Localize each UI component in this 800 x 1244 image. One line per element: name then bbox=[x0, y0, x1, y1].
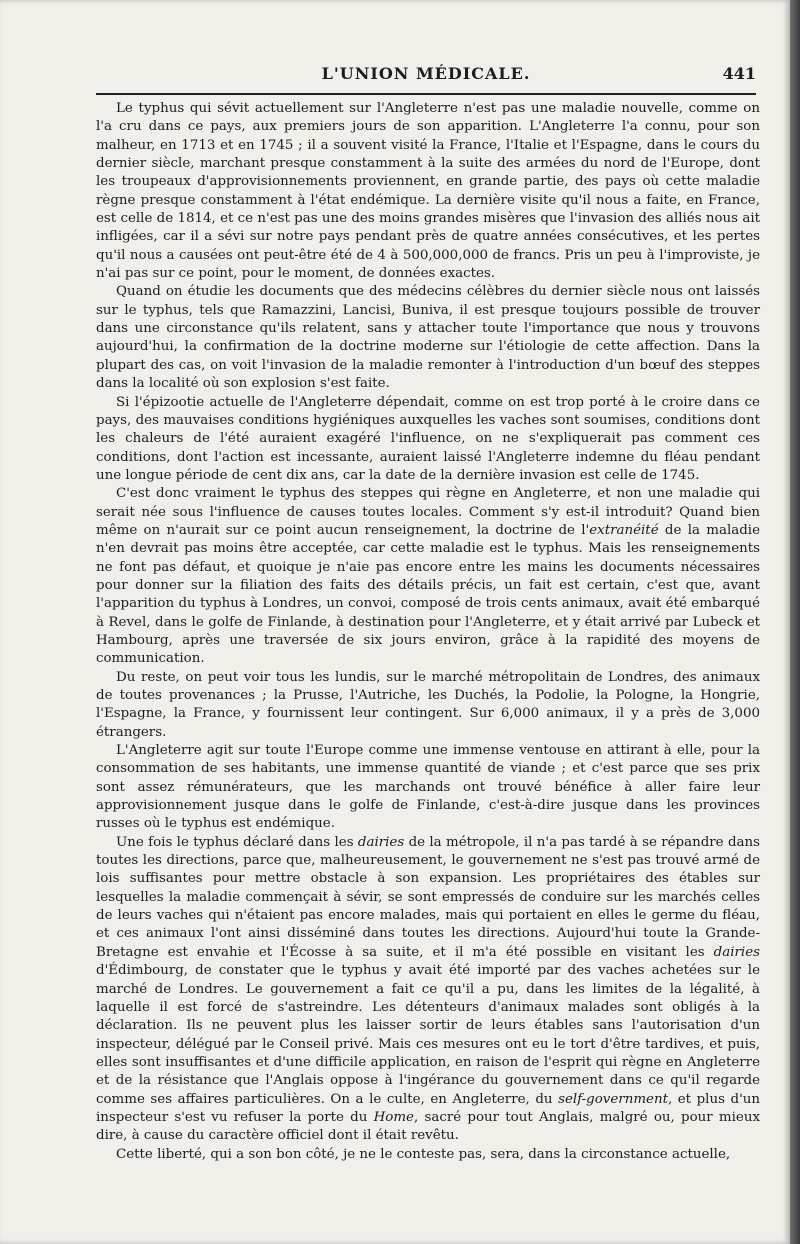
running-header bbox=[96, 60, 756, 90]
italic-term: Home bbox=[373, 1109, 414, 1125]
italic-term: dairies bbox=[357, 834, 405, 850]
italic-term: dairies bbox=[713, 944, 760, 960]
paragraph-2: Quand on étudie les documents que des médecins célèbres du dernier siècle nous ont laissés sur le typhus, tels que Ramazzini, Lancisi, Buniva, il est presque toujours possible de trouver dans une circonstance qu'ils relatent, sans y attacher toute l'importance que nous y trouvons aujourd'hui, la confirmation de la doctrine moderne sur l'étiologie de cette affection. Dans la plupart des cas, on voit l'invasion de la maladie remonter à l'introduction d'un bœuf des steppes dans la localité où son explosion s'est faite. bbox=[96, 284, 760, 392]
header-rule bbox=[96, 93, 756, 95]
paragraph-3: Si l'épizootie actuelle de l'Angleterre dépendait, comme on est trop porté à le croire dans ce pays, des mauvaises conditions hygiéniques auxquelles les vaches sont soumises, conditions dont les chaleurs de l'été auraient exagéré l'influence, on ne s'expliquerait pas comment ces conditions, dont l'action est incessante, auraient laissé l'Angleterre indemne du fléau pendant une longue période de cent dix ans, car la date de la dernière invasion est celle de 1745. bbox=[96, 394, 760, 483]
page-number: 441 bbox=[722, 64, 756, 83]
paragraph-1: Le typhus qui sévit actuellement sur l'Angleterre n'est pas une maladie nouvelle, comme on l'a cru dans ce pays, aux premiers jours de son apparition. L'Angleterre l'a connu, pour son malheur, en 1713 et en 1745 ; il a souvent visité la France, l'Italie et l'Espagne, dans le cours du dernier siècle, marchant presque constamment à la suite des armées du nord de l'Europe, dont les troupeaux d'approvisionnements proviennent, en grande partie, des pays où cette maladie règne presque constamment à l'état endémique. La dernière visite qu'il nous a faite, en France, est celle de 1814, et ce n'est pas une des moins grandes misères que l'invasion des alliés nous ait infligées, car il a sévi sur notre pays pendant près de quatre années consécutives, et les pertes qu'il nous a causées ont peut-être été de 4 à 500,000,000 de francs. Pris un peu à l'improviste, je n'ai pas sur ce point, pour le moment, de données exactes. bbox=[96, 101, 760, 282]
running-title: L'UNION MÉDICALE. bbox=[321, 64, 531, 83]
paragraph-5: Du reste, on peut voir tous les lundis, sur le marché métropolitain de Londres, des animaux de toutes provenances ; la Prusse, l'Autriche, les Duchés, la Podolie, la Pologne, la Hongrie, l'Espagne, la France, y fournissent leur contingent. Sur 6,000 animaux, il y a près de 3,000 étrangers. bbox=[96, 669, 760, 740]
page-edge-shadow bbox=[790, 0, 800, 1244]
paragraph-4: C'est donc vraiment le typhus des steppes qui règne en Angleterre, et non une maladie qui serait née sous l'influence de causes toutes locales. Comment s'y est-il introduit? Quand bien même on n'aurait sur ce point aucun renseignement, la doctrine de l'extranéité de la maladie n'en devrait pas moins être acceptée, car cette maladie est le typhus. Mais les renseignements ne font pas défaut, et quoique je n'aie pas encore entre les mains les documents nécessaires pour donner sur la filiation des faits des détails précis, un fait est certain, c'est que, avant l'apparition du typhus à Londres, un convoi, composé de trois cents animaux, avait été embarqué à Revel, dans le golfe de Finlande, à destination pour l'Angleterre, et y était arrivé par Lubeck et Hambourg, après une traversée de six jours environ, grâce à la rapidité des moyens de communication. bbox=[96, 486, 760, 667]
italic-term: extranéité bbox=[589, 522, 659, 538]
paragraph-8: Cette liberté, qui a son bon côté, je ne le conteste pas, sera, dans la circonstance actuelle, bbox=[116, 1146, 731, 1162]
paragraph-7: Une fois le typhus déclaré dans les dairies de la métropole, il n'a pas tardé à se répandre dans toutes les directions, parce que, malheureusement, le gouvernement ne s'est pas trouvé armé de lois suffisantes pour mettre obstacle à son expansion. Les propriétaires des étables sur lesquelles la maladie commençait à sévir, se sont empressés de conduire sur les marchés celles de leurs vaches qui n'étaient pas encore malades, mais qui portaient en elles le germe du fléau, et ces animaux l'ont ainsi disséminé dans toutes les directions. Aujourd'hui toute la Grande-Bretagne est envahie et l'Écosse à sa suite, et il m'a été possible en visitant les dairies d'Édimbourg, de constater que le typhus y avait été importé par des vaches achetées sur le marché de Londres. Le gouvernement a fait ce qu'il a pu, dans les limites de la légalité, à laquelle il est forcé de s'astreindre. Les détenteurs d'animaux malades sont obligés à la déclaration. Ils ne peuvent plus les laisser sortir de leurs étables sans l'autorisation d'un inspecteur, délégué par le Conseil privé. Mais ces mesures ont eu le tort d'être tardives, et puis, elles sont insuffisantes et d'une difficile application, en raison de l'esprit qui règne en Angleterre et de la résistance que l'Anglais oppose à l'ingérance du gouvernement dans ce qu'il regarde comme ses affaires particulières. On a le culte, en Angleterre, du self-government, et plus d'un inspecteur s'est vu refuser la porte du Home, sacré pour tout Anglais, malgré ou, pour mieux dire, à cause du caractère officiel dont il était revêtu. bbox=[96, 834, 761, 1144]
paragraph-6: L'Angleterre agit sur toute l'Europe comme une immense ventouse en attirant à elle, pour la consommation de ses habitants, une immense quantité de viande ; et c'est parce que ses prix sont assez rémunérateurs, que les marchands ont trouvé bénéfice à aller faire leur approvisionnement jusque dans le golfe de Finlande, c'est-à-dire jusque dans les provinces russes où le typhus est endémique. bbox=[96, 743, 760, 832]
italic-term: self-government bbox=[558, 1091, 668, 1107]
body-text bbox=[96, 100, 760, 1164]
